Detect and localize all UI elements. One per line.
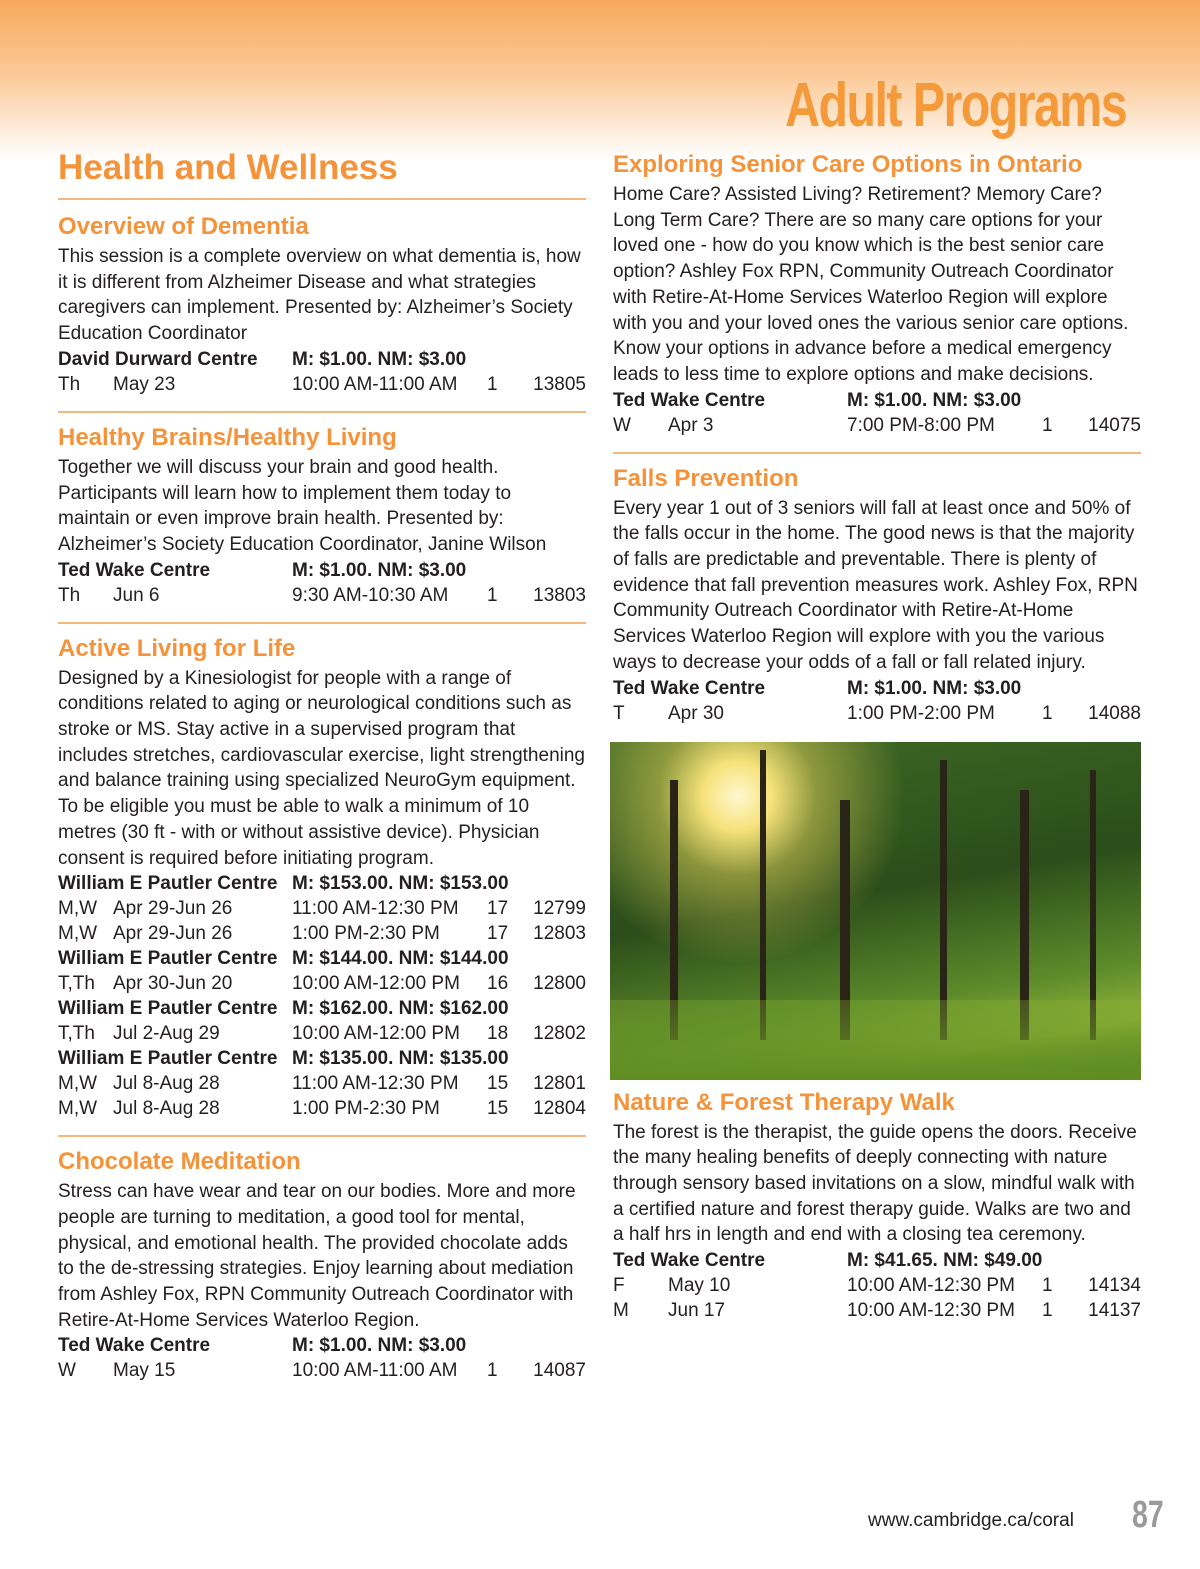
program-title: Overview of Dementia: [58, 213, 309, 240]
course-code: 14075: [1088, 414, 1141, 436]
session-date: May 23: [113, 373, 176, 395]
program-block: [613, 1088, 1141, 1324]
program-description: Designed by a Kinesiologist for people with a range of conditions related to aging or neurological conditions such as stroke or MS. Stay active in a supervised program that includes stretches, cardiovascular exercise, light strengthening and balance training using specialized NeuroGym equipment. To be eligible you must be able to walk a minimum of 10 metres (30 ft - with or without assistive device). Physician consent is required before initiating program.: [58, 667, 585, 869]
course-code: 13803: [533, 584, 586, 606]
program-description: Together we will discuss your brain and good health. Participants will learn how to implement them today to maintain or even improve brain health. Presented by: Alzheimer’s Society Education Coordinator, Janine Wilson: [58, 456, 547, 555]
location-row: [58, 996, 586, 1021]
session-date: Jun 17: [668, 1300, 726, 1322]
session-time: 1:00 PM-2:30 PM: [292, 923, 440, 945]
program-description: Stress can have wear and tear on our bodies. More and more people are turning to meditation, a good tool for mental, physical, and emotional health. The provided chocolate adds to the de-stressing strategies. Enjoy learning about mediation from Ashley Fox, RPN Community Outreach Coordinator with Retire-At-Home Services Waterloo Region.: [58, 1181, 576, 1331]
session-row: [58, 372, 586, 397]
session-day: M,W: [58, 1073, 98, 1095]
program-block: [58, 423, 586, 608]
session-date: Jul 8-Aug 28: [113, 1073, 220, 1095]
session-day: Th: [58, 373, 81, 395]
session-day: M,W: [58, 1098, 98, 1120]
program-title: Chocolate Meditation: [58, 1148, 301, 1176]
session-date: Apr 29-Jun 26: [113, 898, 233, 920]
session-row: [58, 1358, 586, 1383]
session-row: [613, 701, 1141, 726]
program-title: Healthy Brains/Healthy Living: [58, 423, 397, 451]
location-name: Ted Wake Centre: [613, 1250, 766, 1272]
location-row: [58, 1333, 586, 1358]
course-code: 12801: [533, 1073, 586, 1095]
session-day: W: [613, 414, 631, 436]
price: M: $162.00. NM: $162.00: [292, 998, 509, 1020]
session-row: [58, 1021, 586, 1046]
course-code: 12804: [533, 1098, 586, 1120]
course-code: 12799: [533, 898, 586, 920]
session-day: Th: [58, 584, 81, 606]
session-date: Apr 30: [668, 702, 724, 724]
location-name: William E Pautler Centre: [58, 948, 278, 970]
session-day: T: [613, 702, 625, 724]
location-row: [613, 676, 1141, 701]
session-row: [58, 583, 586, 608]
program-divider: [58, 1135, 586, 1137]
location-name: Ted Wake Centre: [613, 677, 766, 699]
session-date: Jul 8-Aug 28: [113, 1098, 220, 1120]
session-row: [613, 1273, 1141, 1298]
session-date: May 15: [113, 1360, 176, 1382]
session-count: 1: [1042, 414, 1053, 436]
session-count: 18: [487, 1023, 509, 1045]
footer-url[interactable]: www.cambridge.ca/coral: [868, 1510, 1074, 1531]
session-count: 1: [487, 584, 498, 606]
program-block: [613, 150, 1141, 438]
program-divider: [613, 452, 1141, 454]
session-time: 10:00 AM-12:00 PM: [292, 973, 460, 995]
price: M: $1.00. NM: $3.00: [847, 677, 1022, 699]
section-title: Health and Wellness: [58, 148, 398, 187]
course-code: 14137: [1088, 1300, 1141, 1322]
session-row: [58, 1071, 586, 1096]
session-count: 17: [487, 923, 509, 945]
session-row: [613, 413, 1141, 438]
program-description: Every year 1 out of 3 seniors will fall at least once and 50% of the falls occur in the home. The good news is that the majority of falls are predictable and preventable. There is plenty of evidence that fall prevention measures work. Ashley Fox, RPN Community Outreach Coordinator with Retire-At-Home Services Waterloo Region will explore with you the various ways to decrease your odds of a fall or fall related injury.: [613, 497, 1138, 673]
session-count: 15: [487, 1098, 509, 1120]
right-program-list-bottom: [613, 1088, 1141, 1324]
location-row: [58, 558, 586, 583]
session-row: [58, 921, 586, 946]
session-time: 10:00 AM-11:00 AM: [292, 1360, 458, 1382]
price: M: $153.00. NM: $153.00: [292, 873, 509, 895]
session-time: 10:00 AM-12:00 PM: [292, 1023, 460, 1045]
program-description: The forest is the therapist, the guide opens the doors. Receive the many healing benefits of deeply connecting with nature through sensory based invitations on a slow, mindful walk with a certified nature and forest therapy guide. Walks are two and a half hrs in length and end with a closing tea ceremony.: [613, 1121, 1137, 1246]
session-day: M,W: [58, 898, 98, 920]
location-row: [58, 946, 586, 971]
program-block: [613, 464, 1141, 726]
right-column: [613, 150, 1141, 1337]
program-description: Home Care? Assisted Living? Retirement? Memory Care? Long Term Care? There are so many care options for your loved one - how do you know which is the best senior care option? Ashley Fox RPN, Community Outreach Coordinator with Retire-At-Home Services Waterloo Region will explore with you and your loved ones the various senior care options. Know your options in advance before a medical emergency leads to less time to explore options and make decisions.: [613, 184, 1129, 385]
session-time: 9:30 AM-10:30 AM: [292, 584, 449, 606]
program-divider: [58, 622, 586, 624]
course-code: 14134: [1088, 1275, 1141, 1297]
session-day: M: [613, 1300, 629, 1322]
session-day: W: [58, 1360, 76, 1382]
program-title: Falls Prevention: [613, 464, 799, 492]
session-day: T,Th: [58, 1023, 95, 1045]
location-row: [613, 1248, 1141, 1273]
program-description: This session is a complete overview on what dementia is, how it is different from Alzheimer Disease and what strategies caregivers can implement. Presented by: Alzheimer’s Society Education Coordinator: [58, 246, 581, 345]
location-row: [58, 347, 586, 372]
session-count: 15: [487, 1073, 509, 1095]
course-code: 13805: [533, 373, 586, 395]
location-row: [58, 871, 586, 896]
program-block: [58, 212, 586, 397]
program-title: Exploring Senior Care Options in Ontario: [613, 151, 1083, 178]
session-count: 1: [1042, 1300, 1053, 1322]
session-time: 10:00 AM-12:30 PM: [847, 1275, 1015, 1297]
session-date: Jul 2-Aug 29: [113, 1023, 220, 1045]
session-count: 16: [487, 973, 509, 995]
left-column: [58, 148, 586, 1397]
forest-photo: [610, 742, 1141, 1080]
location-name: William E Pautler Centre: [58, 1048, 278, 1070]
location-name: William E Pautler Centre: [58, 998, 278, 1020]
session-time: 10:00 AM-12:30 PM: [847, 1300, 1015, 1322]
session-count: 1: [1042, 1275, 1053, 1297]
course-code: 12803: [533, 923, 586, 945]
session-day: F: [613, 1275, 625, 1297]
session-time: 7:00 PM-8:00 PM: [847, 414, 995, 436]
program-divider: [58, 411, 586, 413]
price: M: $1.00. NM: $3.00: [292, 559, 467, 581]
session-day: M,W: [58, 923, 98, 945]
session-time: 11:00 AM-12:30 PM: [292, 898, 459, 920]
page-title: Adult Programs: [785, 71, 1126, 140]
course-code: 14088: [1088, 702, 1141, 724]
session-date: Jun 6: [113, 584, 160, 606]
session-count: 1: [487, 373, 498, 395]
right-program-list-top: [613, 150, 1141, 726]
location-name: Ted Wake Centre: [58, 1335, 211, 1357]
session-time: 1:00 PM-2:30 PM: [292, 1098, 440, 1120]
session-time: 11:00 AM-12:30 PM: [292, 1073, 459, 1095]
section-divider: [58, 198, 586, 200]
session-date: Apr 30-Jun 20: [113, 973, 233, 995]
session-count: 1: [487, 1360, 498, 1382]
location-name: Ted Wake Centre: [58, 559, 211, 581]
price: M: $1.00. NM: $3.00: [847, 389, 1022, 411]
price: M: $1.00. NM: $3.00: [292, 348, 467, 370]
location-name: Ted Wake Centre: [613, 389, 766, 411]
program-title: Nature & Forest Therapy Walk: [613, 1088, 955, 1116]
location-row: [58, 1046, 586, 1071]
price: M: $1.00. NM: $3.00: [292, 1335, 467, 1357]
session-count: 1: [1042, 702, 1053, 724]
session-row: [613, 1298, 1141, 1323]
price: M: $135.00. NM: $135.00: [292, 1048, 509, 1070]
session-count: 17: [487, 898, 509, 920]
session-day: T,Th: [58, 973, 95, 995]
session-time: 1:00 PM-2:00 PM: [847, 702, 995, 724]
location-name: David Durward Centre: [58, 348, 258, 370]
course-code: 14087: [533, 1360, 586, 1382]
session-date: May 10: [668, 1275, 731, 1297]
program-block: [58, 1147, 586, 1383]
course-code: 12800: [533, 973, 586, 995]
price: M: $144.00. NM: $144.00: [292, 948, 509, 970]
location-name: William E Pautler Centre: [58, 873, 278, 895]
session-time: 10:00 AM-11:00 AM: [292, 373, 458, 395]
session-row: [58, 971, 586, 996]
program-title: Active Living for Life: [58, 634, 296, 662]
price: M: $41.65. NM: $49.00: [847, 1250, 1043, 1272]
program-block: [58, 634, 586, 1122]
page-number: 87: [1132, 1494, 1164, 1536]
left-program-list: [58, 212, 586, 1383]
location-row: [613, 388, 1141, 413]
course-code: 12802: [533, 1023, 586, 1045]
session-date: Apr 29-Jun 26: [113, 923, 233, 945]
session-date: Apr 3: [668, 414, 714, 436]
session-row: [58, 896, 586, 921]
session-row: [58, 1096, 586, 1121]
